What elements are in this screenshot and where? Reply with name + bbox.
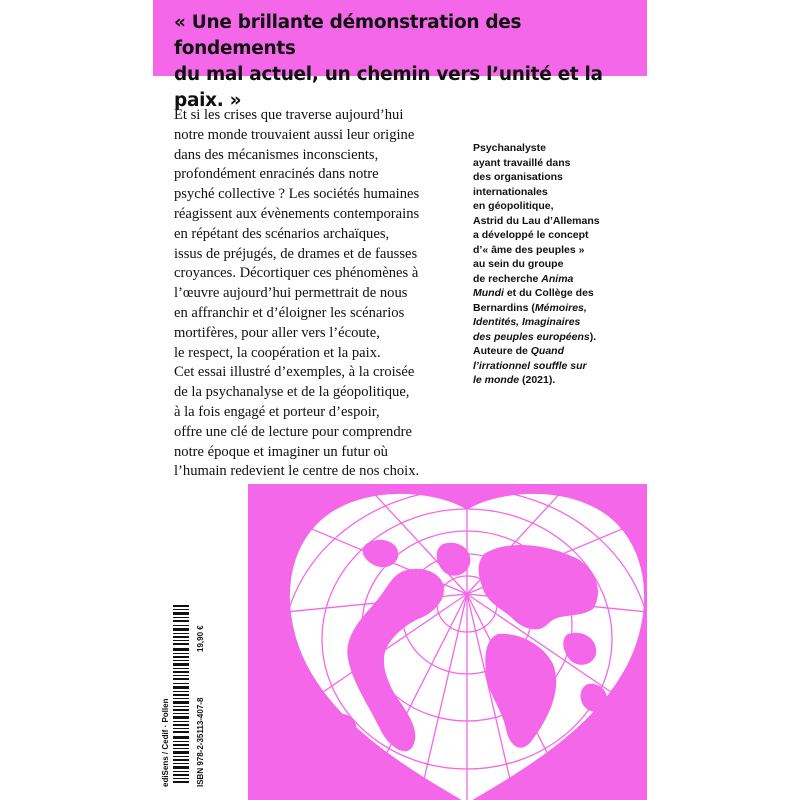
barcode-icon — [173, 605, 189, 785]
bio-title-memoires: Mémoires, Identités, Imaginaires des peuples européens — [473, 301, 590, 343]
heart-globe-illustration — [248, 484, 647, 800]
bio-part-2: et du Collège des Bernardins ( — [473, 287, 594, 314]
bio-title-anima-mundi: Anima Mundi — [473, 272, 574, 299]
price-label: 19,90 € — [196, 625, 205, 652]
bio-title-quand: Quand l’irrationnel souffle sur le monde — [473, 345, 587, 386]
heart-globe-icon — [248, 484, 647, 800]
bio-part-3: ). Auteure de — [473, 330, 597, 357]
quote-banner — [153, 0, 647, 111]
bio-part-4: (2021). — [519, 374, 556, 386]
book-back-cover — [153, 0, 647, 800]
author-bio — [473, 141, 643, 388]
publisher-label: ediSens / Cedif · Pollen — [161, 698, 170, 787]
isbn-label: ISBN 978-2-35113-407-8 — [196, 697, 205, 787]
summary-text: Et si les crises que traverse aujourd’hui notre monde trouvaient aussi leur origine dans des mécanismes inconscients, profondément enracinés dans notre psyché collective ? Les sociétés humaines réagissent aux évènements contemporains en répétant des scénarios archaïques, issus de préjugés, de drames et de fausses croyances. Décortiquer ces phénomènes à l’œuvre aujourd’hui permettrait de nous en affranchir et d’éloigner les scénarios mortifères, pour aller vers l’écoute, le respect, la coopération et la paix. Cet essai illustré d’exemples, à la croisée de la psychanalyse et de la géopolitique, à la fois engagé et porteur d’espoir, offre une clé de lecture pour comprendre notre époque et imaginer un futur où l’humain redevient le centre de nos choix. — [174, 107, 420, 480]
blurb-quote: « Une brillante démonstration des fondements du mal actuel, un chemin vers l’unité et la paix. » — [174, 12, 603, 111]
bio-part-1: Psychanalyste ayant travaillé dans des organisations internationales en géopolitique, Astrid du Lau d’Allemans a développé le concept d’« âme des peuples » au sein du groupe de recherche — [473, 142, 600, 285]
